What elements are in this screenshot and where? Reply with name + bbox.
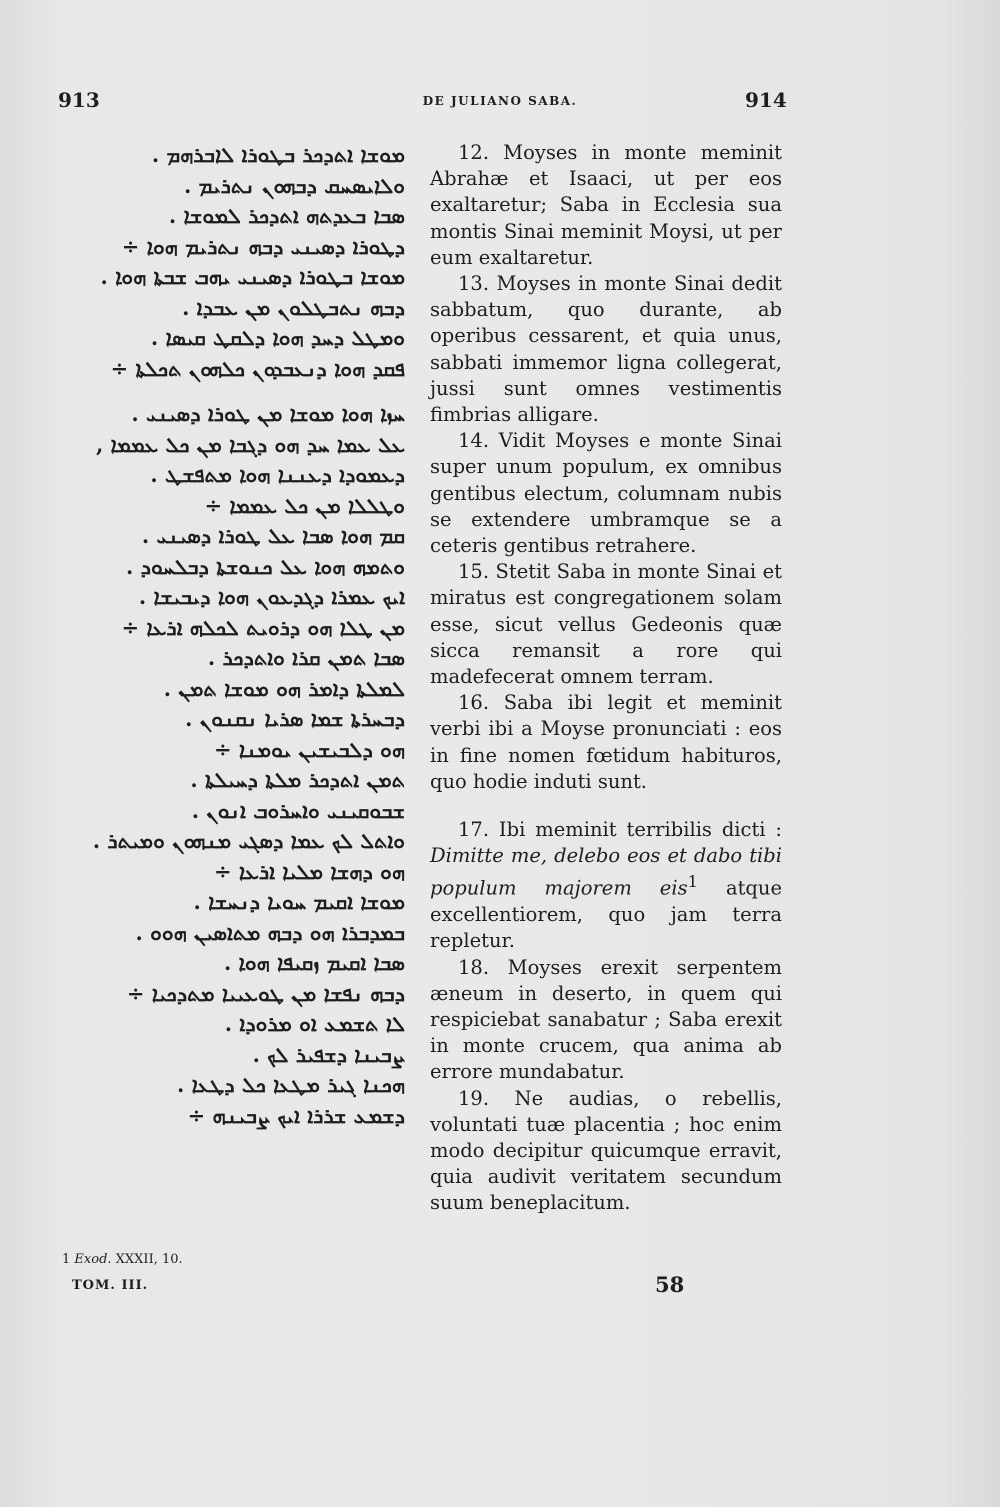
syriac-line: ܒܡܕܒܪܐ ܗܘ ܕܒܗ ܡܬܐܣܝܢ ܗܘܘ . xyxy=(135,919,405,945)
footnote-marker[interactable]: 1 xyxy=(687,872,698,892)
syriac-line: ܨܒܝܢܐ ܕܫܦܝܪ ܠܟ . xyxy=(252,1041,405,1067)
paragraph-text: Moyses erexit serpentem æneum in deserto, in quem qui respiciebat sanabatur ; Saba erexit in monte crucem, qua anima ab errore mundabatur. xyxy=(430,955,782,1084)
running-title: DE JULIANO SABA. xyxy=(422,94,578,108)
syriac-line: ܬܡܢ ܐܬܕܟܪ ܡܠܬܐ ܕܚܝܠܬܐ . xyxy=(190,767,405,792)
syriac-line: ܡܘܫܐ ܒܛܘܪܐ ܕܣܝܢܝ ܝܗܒ ܫܒܬܐ ܗܘܐ . xyxy=(100,264,405,289)
paragraph-number: 15. xyxy=(458,560,490,584)
syriac-line: ܡܘܫܐ ܐܬܕܟܪ ܒܛܘܪܐ ܠܐܒܪܗܡ . xyxy=(151,142,405,167)
syriac-line: ܩܡ ܗܘܐ ܣܒܐ ܥܠ ܛܘܪܐ ܕܣܝܢܝ . xyxy=(141,523,405,548)
syriac-line: ܘܛܠܠܐ ܡܢ ܟܠ ܥܡܡܐ ÷ xyxy=(204,492,405,518)
syriac-line: ܣܒܐ ܐܩܝܡ ܙܩܝܦܐ ܗܘܐ . xyxy=(223,950,405,975)
paragraph-text: Ne audias, o rebellis, voluntati tuæ placentia ; hoc enim modo decipitur quicumque erravit, quia audivit veritatem secundum suum beneplacitum. xyxy=(430,1086,782,1215)
footnote-reference: Exod. xyxy=(74,1252,112,1267)
syriac-line: ܗܘ ܕܠܒܝܫܝܢ ܝܘܡܢܐ ÷ xyxy=(213,736,405,762)
paragraph-text: Moyses in monte meminit Abrahæ et Isaaci, ut per eos exaltaretur; Saba in Ecclesia sua montis Sinai meminit Moysi, ut per eum exaltaretur. xyxy=(430,141,782,269)
paragraph-14 xyxy=(430,428,782,559)
syriac-line: ܗܘ ܕܗܫܐ ܡܠܝܐ ܐܪܥܐ ÷ xyxy=(213,858,405,884)
syriac-line: ܣܒܐ ܬܡܢ ܩܪܐ ܘܐܬܕܟܪ . xyxy=(207,645,405,670)
syriac-column xyxy=(60,140,405,1131)
paragraph-number: 12. xyxy=(458,141,490,164)
paragraph-number: 14. xyxy=(458,429,490,453)
paragraph-text: atque excellentiorem, quo jam terra repletur. xyxy=(430,876,782,953)
syriac-line: ܥܠ ܥܡܐ ܚܕ ܗܘ ܕܓܒܐ ܡܢ ܟܠ ܥܡܡܐ , xyxy=(95,431,405,457)
paragraph-19 xyxy=(430,1086,782,1217)
paragraph-18 xyxy=(430,955,782,1086)
syriac-line: ܘܬܡܗ ܗܘܐ ܥܠ ܟܢܘܫܬܐ ܕܒܠܚܘܕ . xyxy=(126,553,405,579)
syriac-line: ܘܐܬܠ ܠܟ ܥܡܐ ܕܣܓܝ ܡܢܗܘܢ ܘܡܝܬܪ . xyxy=(92,828,405,853)
right-page-number: 914 xyxy=(745,88,787,112)
footnote xyxy=(62,1252,183,1267)
syriac-line: ܕܒܚܪܬܐ ܫܡܐ ܣܪܝܐ ܢܩܢܘܢ . xyxy=(185,706,405,731)
paragraph-12 xyxy=(430,140,782,271)
paragraph-13 xyxy=(430,271,782,428)
syriac-line: ܠܐ ܬܫܡܥ ܐܘ ܡܪܘܕܐ . xyxy=(224,1011,405,1036)
syriac-line: ܕܥܡܘܕܐ ܕܥܢܢܐ ܗܘܐ ܡܬܦܫܛ . xyxy=(150,462,405,487)
syriac-line: ܕܒܗ ܢܬܒܛܠܘܢ ܡܢ ܥܒܕܐ . xyxy=(182,294,405,320)
syriac-line: ܡܢ ܛܠܐ ܗܘ ܕܪܘܝܬ ܠܟܠܗ ܐܪܥܐ ÷ xyxy=(121,614,405,640)
paragraph-16 xyxy=(430,690,782,795)
paragraph-text: Saba ibi legit et meminit verbi ibi a Moyse pronunciati : eos in fine nomen fœtidum habituros, quo hodie induti sunt. xyxy=(430,691,782,793)
scripture-quote: Dimitte me, delebo eos et dabo tibi populum majorem eis xyxy=(430,844,782,900)
paragraph-number: 19. xyxy=(458,1086,490,1110)
syriac-line: ܐܝܟ ܥܡܪܐ ܕܓܕܥܘܢ ܗܘܐ ܕܝܒܝܫܐ . xyxy=(138,584,405,609)
syriac-line: ܕܒܗ ܢܦܫܐ ܡܢ ܛܘܥܝܝܐ ܡܬܕܟܝܐ ÷ xyxy=(126,980,405,1006)
syriac-line: ܦܩܕ ܗܘܐ ܕܢܥܒܕܘܢ ܟܠܗܘܢ ܬܟܠܬܐ ÷ xyxy=(110,355,405,381)
paragraph-number: 13. xyxy=(458,272,490,296)
paragraph-text: Moyses in monte Sinai dedit sabbatum, quo durante, ab operibus cessarent, et quia unus, sabbati immemor ligna collegerat, jussi sunt omnes vestimentis fimbrias alligare. xyxy=(430,272,782,427)
syriac-line: ܚܙܐ ܗܘܐ ܡܘܫܐ ܡܢ ܛܘܪܐ ܕܣܝܢܝ . xyxy=(131,401,405,426)
paragraph-number: 17. xyxy=(458,818,490,842)
paragraph-text: Stetit Saba in monte Sinai et miratus est congregationem solam esse, sicut vellus Gedeonis quæ sicca remansit a rore qui madefecerat omnem terram. xyxy=(430,560,782,689)
syriac-line: ܘܡܛܠ ܕܚܕ ܗܘܐ ܕܠܩܛ ܩܝܣܐ . xyxy=(150,325,405,350)
paragraph-number: 18. xyxy=(458,955,490,979)
paragraph-text: Ibi meminit terribilis dicti : xyxy=(498,818,782,842)
paragraph-15 xyxy=(430,559,782,690)
syriac-line: ܣܒܐ ܒܥܕܬܗ ܐܬܕܟܪ ܠܡܘܫܐ . xyxy=(168,203,405,228)
paragraph-17 xyxy=(430,817,782,955)
syriac-line: ܕܫܡܥ ܫܪܪܐ ܐܝܟ ܨܒܝܢܗ ÷ xyxy=(187,1102,405,1128)
paragraph-number: 16. xyxy=(458,691,490,715)
syriac-line: ܡܘܫܐ ܐܩܝܡ ܚܘܝܐ ܕܢܚܫܐ . xyxy=(193,889,405,914)
tome-mark: TOM. III. xyxy=(72,1278,149,1293)
paragraph-text: Vidit Moyses e monte Sinai super unum populum, ex omnibus gentibus electum, columnam nubis se extendere umbramque se a ceteris gentibus retrahere. xyxy=(430,429,783,558)
signature-number: 58 xyxy=(655,1272,685,1297)
left-page-number: 913 xyxy=(58,88,100,112)
latin-column xyxy=(430,140,782,1217)
syriac-line: ܘܠܐܝܣܚܩ ܕܒܗܘܢ ܢܬܪܝܡ . xyxy=(184,172,405,198)
syriac-line: ܗܟܢܐ ܓܝܪ ܡܛܥܐ ܟܠ ܕܛܥܐ . xyxy=(177,1072,405,1097)
syriac-line: ܕܛܘܪܐ ܕܣܝܢܝ ܕܒܗ ܢܬܪܝܡ ܗܘܐ ÷ xyxy=(121,233,405,259)
syriac-line: ܠܡܠܬܐ ܕܐܡܪ ܗܘ ܡܘܫܐ ܬܡܢ . xyxy=(163,675,405,701)
footnote-number: 1 xyxy=(62,1252,71,1267)
syriac-line: ܫܒܘܩܝܢܝ ܘܐܚܪܘܒ ܐܢܘܢ . xyxy=(191,797,405,823)
footnote-location: XXXII, 10. xyxy=(115,1252,183,1267)
